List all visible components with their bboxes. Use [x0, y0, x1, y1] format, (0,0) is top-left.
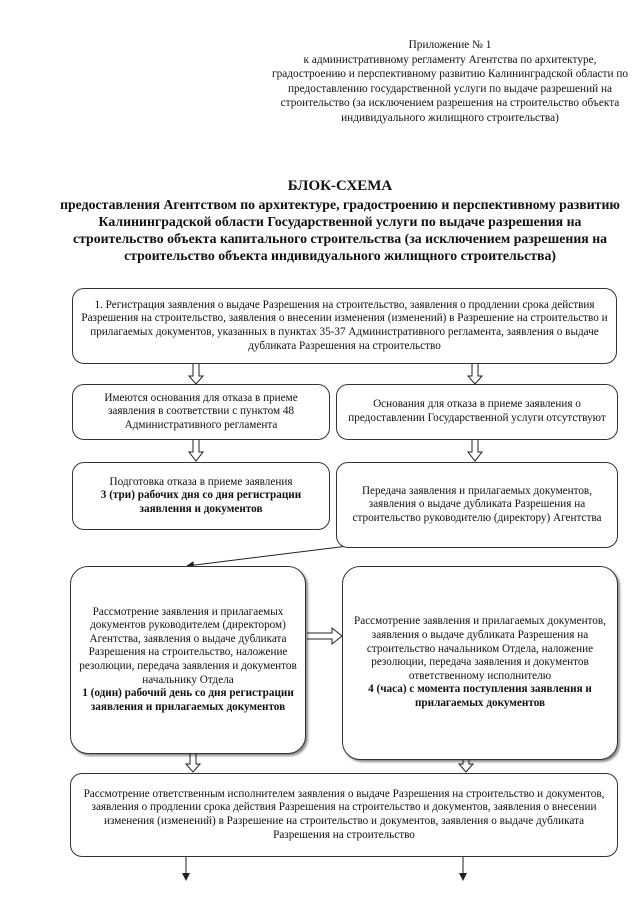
- arrow-grounds-yes-to-refusal: [189, 440, 203, 461]
- no-grounds-box: [336, 384, 618, 440]
- no-grounds-text: Основания для отказа в приеме заявления о предоставлении Государственной услуги отсутствуют: [348, 398, 606, 424]
- step1-text: 1. Регистрация заявления о выдаче Разрешения на строительство, заявления о продлении срока действия Разрешения на строительство, заявления о внесении изменения (изменений) в Разрешение на строительство и прилагаемых документов, указанных в пунктах 35-37 Административного регламента, заявления о выдаче дубликата Разрешения на строительство: [81, 298, 608, 352]
- title-subtitle: предоставления Агентством по архитектуре, градостроению и перспективному развитию Калининградской области Государственной услуги по выдаче разрешения на строительство объекта капитального строительства (за исключением разрешения на строительство объекта индивидуального жилищного строительства): [60, 197, 620, 263]
- arrow-director-to-head: [307, 628, 342, 644]
- executor-review-text: Рассмотрение ответственным исполнителем заявления о выдаче Разрешения на строительство и документов, заявления о продлении срока действия Разрешения на строительство и документов, заявления о внесении изменения (изменений) в Разрешение на строительство и документов, заявления о выдаче дубликата Разрешения на строительство: [83, 787, 605, 841]
- transfer-to-director-box: [336, 462, 618, 548]
- director-review-text: Рассмотрение заявления и прилагаемых документов руководителем (директором) Агентства, заявления о выдаче дубликата Разрешения на строительство, наложение резолюции, передача заявления и документов начальнику Отдела: [79, 605, 297, 686]
- refusal-preparation-box: [72, 462, 330, 530]
- arrow-step1-to-grounds-no: [468, 364, 482, 384]
- grounds-for-refusal-box: [72, 384, 330, 440]
- arrow-director-to-executor: [186, 754, 200, 772]
- executor-review-box: [70, 773, 618, 857]
- arrow-step1-to-grounds-yes: [189, 364, 203, 384]
- department-head-review-text: Рассмотрение заявления и прилагаемых документов, заявления о выдаче дубликата Разрешения на строительство начальником Отдела, наложение резолюции, передача заявления и документов ответственному исполнителю: [354, 615, 606, 682]
- refusal-deadline-text: 3 (три) рабочих дня со дня регистрации заявления и документов: [100, 489, 302, 515]
- department-head-review-box: [342, 566, 618, 760]
- director-review-box: [70, 566, 306, 754]
- step1-registration-box: [72, 288, 617, 364]
- title-main: БЛОК-СХЕМА: [287, 178, 393, 194]
- arrow-grounds-no-to-transfer: [468, 440, 482, 461]
- transfer-to-director-text: Передача заявления и прилагаемых документов, заявления о выдаче дубликата Разрешения на строительство руководителю (директору) Агентства: [352, 484, 602, 524]
- arrow-transfer-to-director: [187, 546, 348, 566]
- grounds-for-refusal-text: Имеются основания для отказа в приеме заявления в соответствии с пунктом 48 Административного регламента: [104, 391, 298, 431]
- arrow-head-to-executor: [459, 760, 473, 772]
- appendix-text: к административному регламенту Агентства по архитектуре, градостроению и перспективному развитию Калининградской области по предоставлению государственной услуги по выдаче разрешений на строительство (за исключением разрешения на строительство объекта индивидуального жилищного строительства): [271, 53, 629, 124]
- refusal-preparation-text: Подготовка отказа в приеме заявления: [109, 475, 293, 488]
- appendix-number: Приложение № 1: [408, 39, 492, 51]
- director-review-deadline: 1 (один) рабочий день со дня регистрации заявления и прилагаемых документов: [82, 687, 294, 713]
- department-head-review-deadline: 4 (часа) с момента поступления заявления и прилагаемых документов: [368, 683, 592, 709]
